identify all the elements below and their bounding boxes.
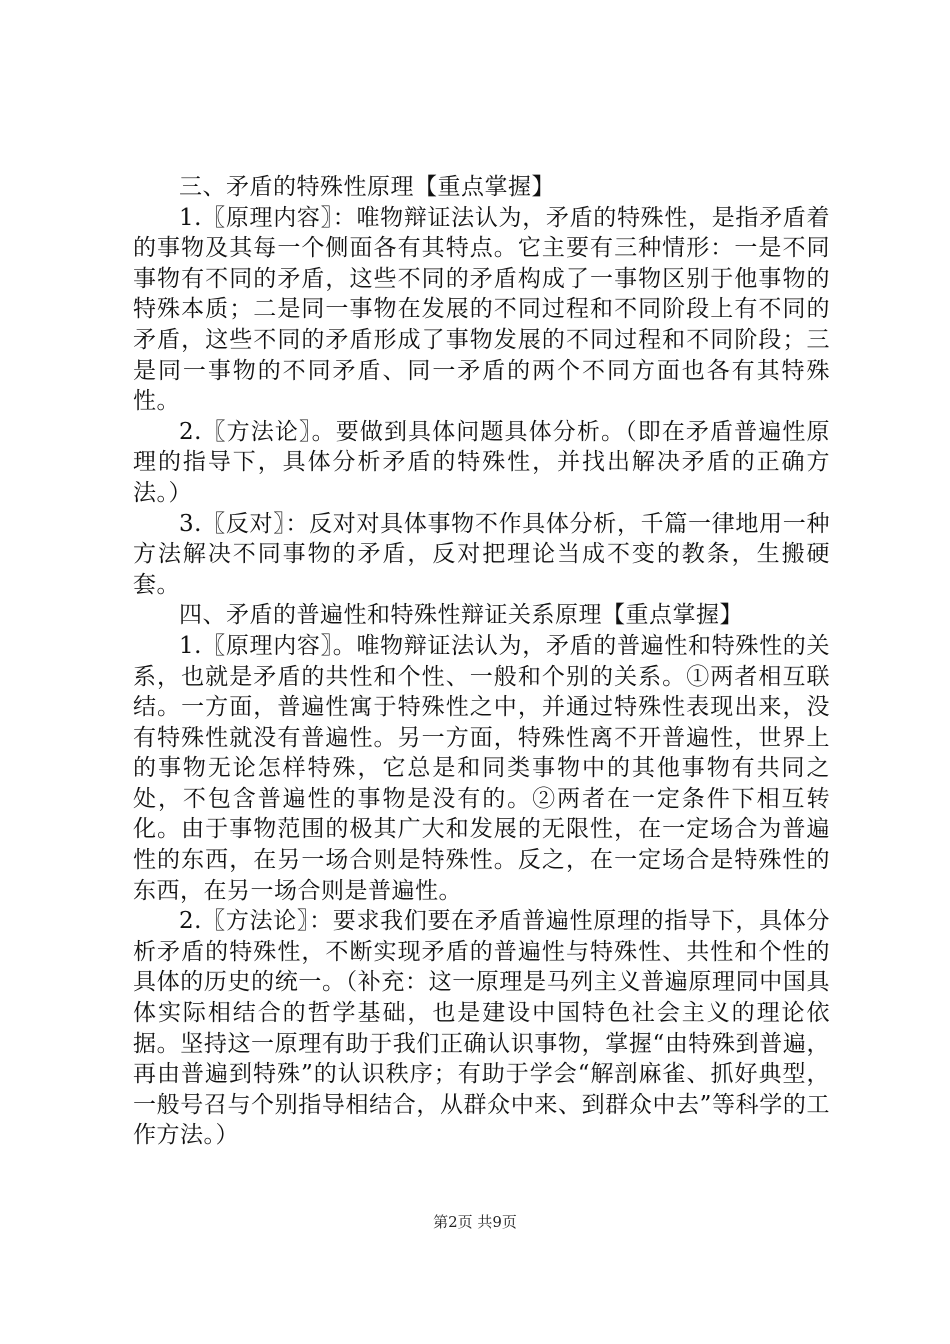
section-heading-3: 三、矛盾的特殊性原理【重点掌握】 — [179, 174, 555, 200]
paragraph-relation-content: 1.〖原理内容〗。唯物辩证法认为，矛盾的普遍性和特殊性的关系，也就是矛盾的共性和个性、一般和个别的关系。①两者相互联结。一方面，普遍性寓于特殊性之中，并通过特殊性表现出来，没有特殊性就没有普遍性。另一方面，特殊性离不开普遍性，世界上的事物无论怎样特殊，它总是和同类事物中的其他事物有共同之处，不包含普遍性的事物是没有的。②两者在一定条件下相互转化。由于事物范围的极其广大和发展的无限性，在一定场合为普遍性的东西，在另一场合则是特殊性。反之，在一定场合是特殊性的东西，在另一场合则是普遍性。 — [133, 632, 830, 904]
paragraph-principle-content: 1.〖原理内容〗：唯物辩证法认为，矛盾的特殊性，是指矛盾着的事物及其每一个侧面各有其特点。它主要有三种情形：一是不同事物有不同的矛盾，这些不同的矛盾构成了一事物区别于他事物的特殊本质；二是同一事物在发展的不同过程和不同阶段上有不同的矛盾，这些不同的矛盾形成了事物发展的不同过程和不同阶段；三是同一事物的不同矛盾、同一矛盾的两个不同方面也各有其特殊性。 — [133, 204, 830, 415]
paragraph-oppose: 3.〖反对〗：反对对具体事物不作具体分析，千篇一律地用一种方法解决不同事物的矛盾，反对把理论当成不变的教条，生搬硬套。 — [133, 510, 830, 598]
paragraph-relation-methodology: 2.〖方法论〗：要求我们要在矛盾普遍性原理的指导下，具体分析矛盾的特殊性，不断实现矛盾的普遍性与特殊性、共性和个性的具体的历史的统一。（补充：这一原理是马列主义普遍原理同中国具体实际相结合的哲学基础，也是建设中国特色社会主义的理论依据。坚持这一原理有助于我们正确认识事物，掌握“由特殊到普遍，再由普遍到特殊”的认识秩序；有助于学会“解剖麻雀、抓好典型，一般号召与个别指导相结合，从群众中来、到群众中去”等科学的工作方法。） — [133, 908, 830, 1149]
paragraph-methodology: 2.〖方法论〗。要做到具体问题具体分析。（即在矛盾普遍性原理的指导下，具体分析矛盾的特殊性，并找出解决矛盾的正确方法。） — [133, 418, 830, 506]
page-footer: 第2页 共9页 — [433, 1213, 517, 1231]
document-body — [133, 172, 830, 1151]
section-heading-4: 四、矛盾的普遍性和特殊性辩证关系原理【重点掌握】 — [179, 602, 743, 629]
